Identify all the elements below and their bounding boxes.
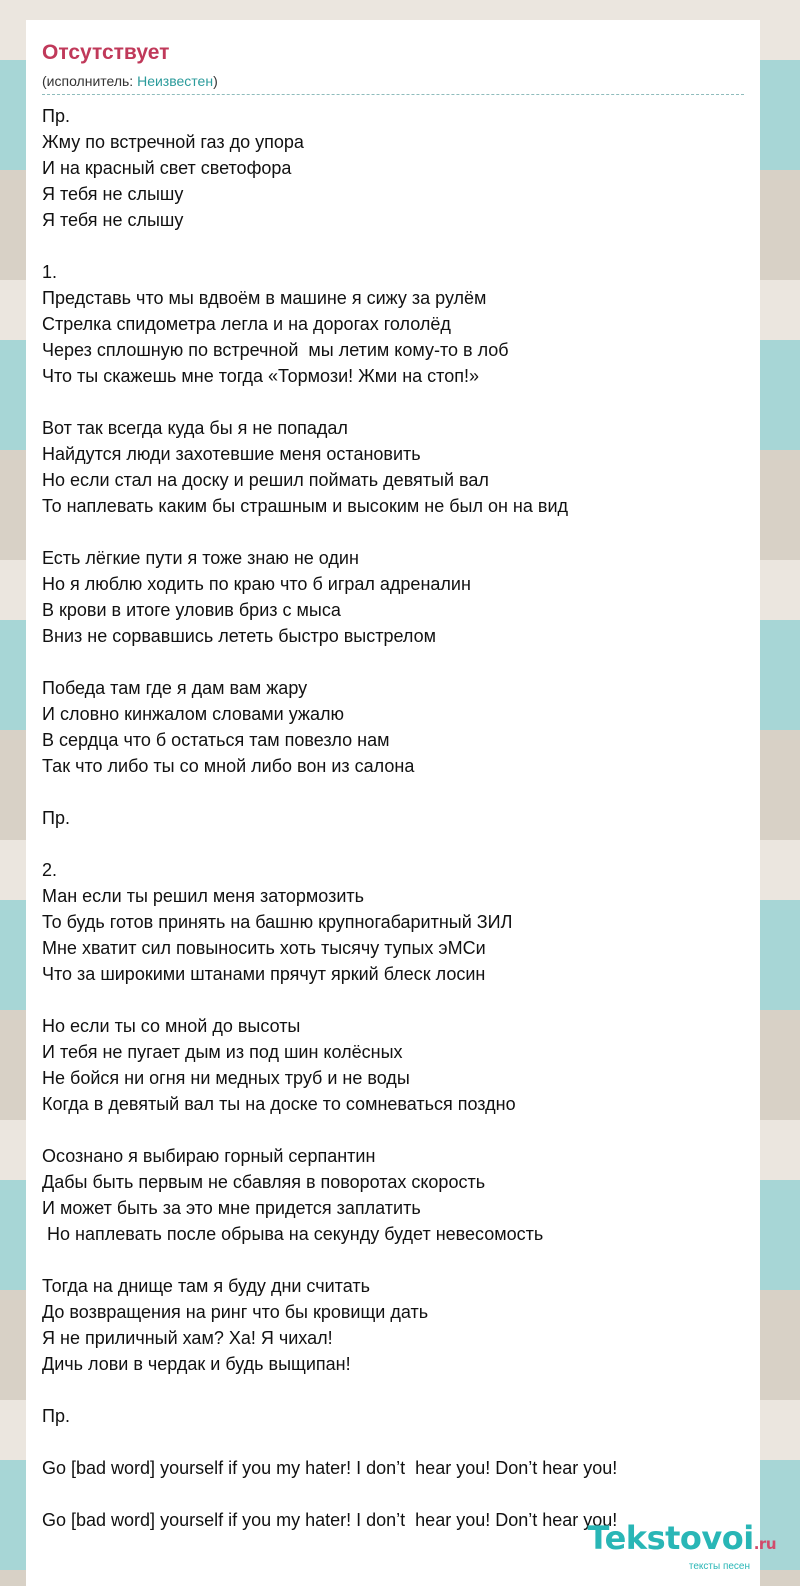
artist-link[interactable]: Неизвестен [137,73,214,89]
artist-suffix: ) [213,73,218,89]
logo-tld: .ru [753,1535,776,1553]
artist-prefix: (исполнитель: [42,73,138,89]
logo-tagline: тексты песен [688,1561,750,1572]
lyrics-card [26,20,760,1586]
artist-line [42,72,744,95]
site-logo[interactable] [566,1519,776,1572]
song-title: Отсутствует [42,41,170,64]
lyrics-text: Пр. Жму по встречной газ до упора И на красный свет светофора Я тебя не слышу Я тебя не слышу 1. Представь что мы вдвоём в машине я сижу за рулём Стрелка спидометра легла и на дорогах гололёд Через сплошную по встречной мы летим кому-то в лоб Что ты скажешь мне тогда «Тормози! Жми на стоп!» Вот так всегда куда бы я не попадал Найдутся люди захотевшие меня остановить Но если стал на доску и решил поймать девятый вал То наплевать каким бы страшным и высоким не был он на вид Есть лёгкие пути я тоже знаю не один Но я люблю ходить по краю что б играл адреналин В крови в итоге уловив бриз с мыса Вниз не сорвавшись лететь быстро выстрелом Победа там где я дам вам жару И словно кинжалом словами ужалю В сердца что б остаться там повезло нам Так что либо ты со мной либо вон из салона Пр. 2. Ман если ты решил меня затормозить То будь готов принять на башню крупногабаритный ЗИЛ Мне хватит сил повыносить хоть тысячу тупых эМСи Что за широкими штанами прячут яркий блеск лосин Но если ты со мной до высоты И тебя не пугает дым из под шин колёсных Не бойся ни огня ни медных труб и не воды Когда в девятый вал ты на доске то сомневаться поздно Осознано я выбираю горный серпантин Дабы быть первым не сбавляя в поворотах скорость И может быть за это мне придется заплатить Но наплевать после обрыва на секунду будет невесомость Тогда на днище там я буду дни считать До возвращения на ринг что бы кровищи дать Я не приличный хам? Ха! Я чихал! Дичь лови в чердак и будь выщипан! Пр. Go [bad word] yourself if you my hater! I don’t hear you! Don’t hear you! Go [bad word] yourself if you my hater! I don’t hear you! Don’t hear you! [42,106,618,1530]
logo-name: Tekstovoi [587,1519,754,1557]
